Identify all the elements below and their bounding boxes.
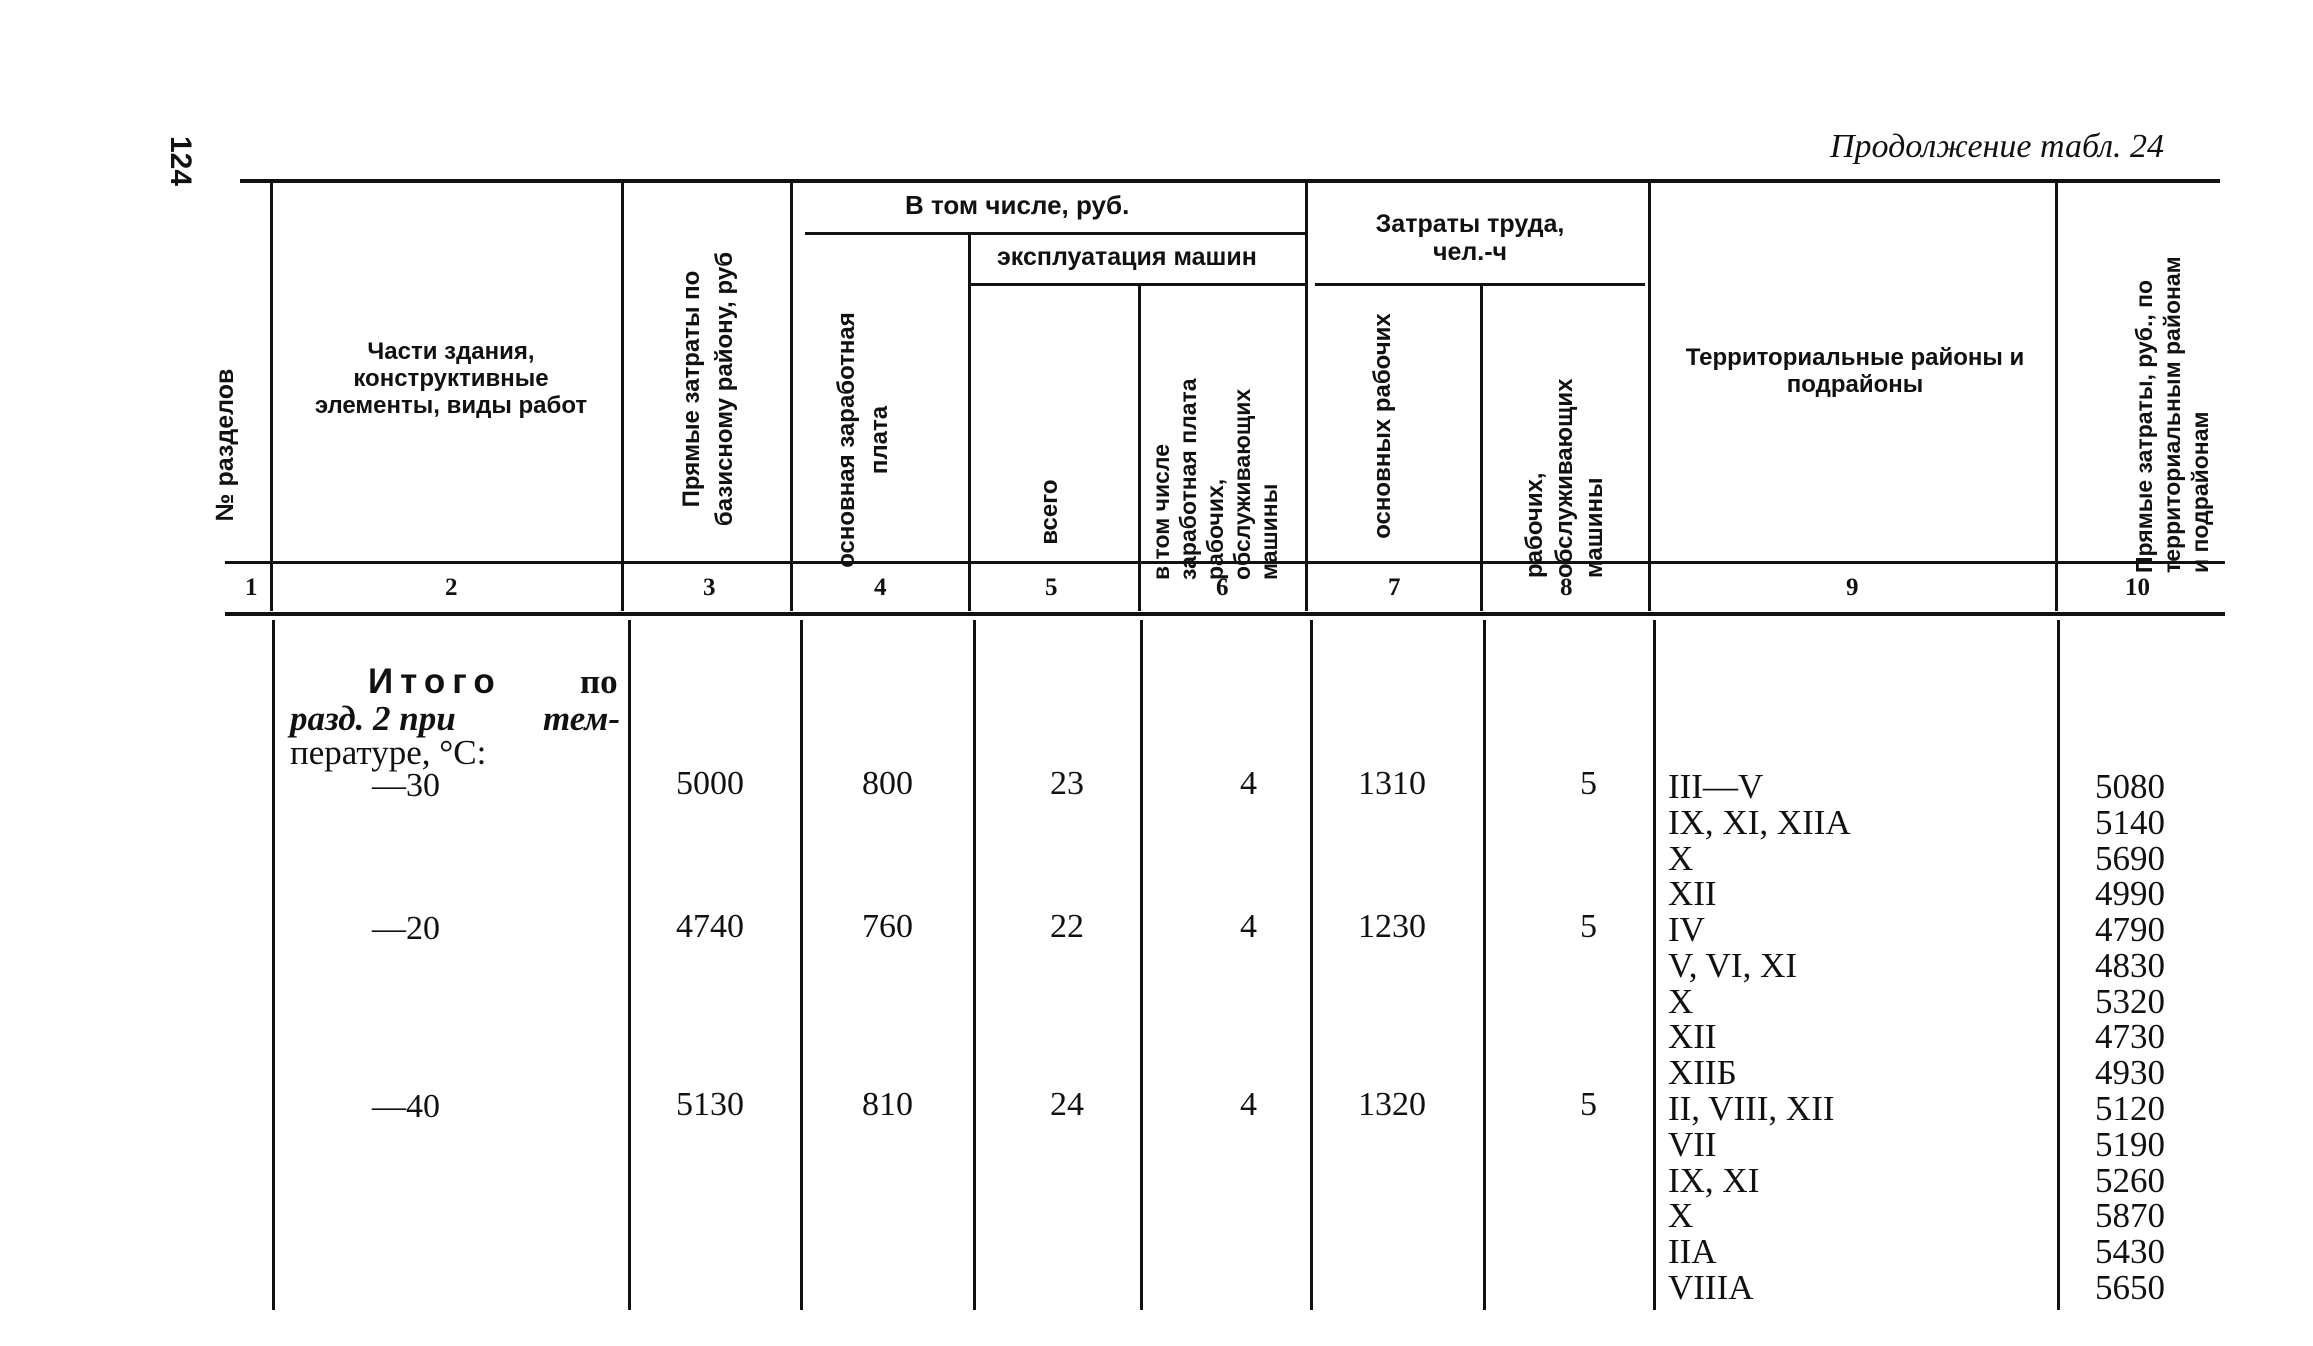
list-item: 4930	[2095, 1053, 2165, 1093]
col-number-1: 1	[245, 574, 258, 601]
vrule-body-1	[272, 620, 275, 1310]
cell-base-cost: 4740	[676, 908, 744, 945]
vrule-3	[790, 181, 793, 611]
vrule-5	[1138, 286, 1141, 611]
list-item: 4990	[2095, 874, 2165, 914]
list-item: 4730	[2095, 1017, 2165, 1057]
header-machine-operation: эксплуатация машин	[997, 243, 1257, 271]
header-main-workers: основных рабочих	[1369, 313, 1396, 539]
vrule-body-4	[973, 620, 976, 1310]
vrule-7	[1480, 286, 1483, 611]
cell-salary: 760	[862, 908, 913, 945]
list-item: 5120	[2095, 1089, 2165, 1128]
list-item: VII	[1668, 1124, 1717, 1164]
list-item: 5190	[2095, 1124, 2165, 1164]
list-item: 5430	[2095, 1232, 2165, 1272]
list-item: 5690	[2095, 838, 2165, 878]
region-list	[1668, 769, 1851, 912]
list-item: XII	[1668, 874, 1717, 914]
cell-machine-workers: 5	[1580, 765, 1597, 802]
cell-main-workers: 1320	[1358, 1086, 1426, 1123]
page-number: 124	[164, 135, 197, 187]
header-sections-number: № разделов	[211, 368, 239, 522]
col-number-9: 9	[1846, 574, 1859, 601]
cell-machines-salary: 4	[1240, 765, 1257, 802]
row-temp: —40	[372, 1088, 440, 1125]
summary-by: по	[580, 662, 618, 701]
header-machines-total: всего	[1036, 479, 1063, 545]
vrule-body-8	[1653, 620, 1656, 1310]
list-item: X	[1668, 1196, 1694, 1236]
header-base-salary: основная заработная плата	[833, 312, 893, 568]
header-direct-costs-base: Прямые затраты по базисному району, руб	[678, 251, 738, 527]
header-including-rub: В том числе, руб.	[905, 190, 1130, 220]
list-item: IX, XI, XIIA	[1668, 802, 1851, 842]
cell-machines-salary: 4	[1240, 908, 1257, 945]
row-temp: —20	[372, 910, 440, 947]
rule-group-a	[805, 232, 1305, 235]
list-item: 5320	[2095, 981, 2165, 1021]
list-item: V, VI, XI	[1668, 945, 1797, 985]
cell-machine-workers: 5	[1580, 1086, 1597, 1123]
header-territorial-regions: Территориальные районы и подрайоны	[1685, 344, 2025, 398]
col-number-10: 10	[2125, 574, 2150, 601]
cell-main-workers: 1310	[1358, 765, 1426, 802]
vrule-4	[968, 235, 971, 611]
col-number-3: 3	[703, 574, 716, 601]
cell-base-cost: 5130	[676, 1086, 744, 1123]
vrule-body-3	[800, 620, 803, 1310]
col-number-2: 2	[445, 574, 458, 601]
col-number-4: 4	[874, 574, 887, 601]
col-number-8: 8	[1560, 574, 1573, 601]
list-item: IIA	[1668, 1232, 1717, 1272]
cell-salary: 800	[862, 765, 913, 802]
vrule-9	[2055, 181, 2058, 611]
header-building-parts: Части здания, конструктивные элементы, виды работ	[314, 338, 588, 419]
vrule-2	[621, 181, 624, 611]
header-machine-workers: рабочих, обслуживающих машины	[1521, 378, 1608, 578]
vrule-body-7	[1483, 620, 1486, 1310]
list-item: 5870	[2095, 1196, 2165, 1236]
rule-colnum-bottom	[225, 612, 2225, 616]
list-item: 5650	[2095, 1267, 2165, 1307]
list-item: IV	[1668, 910, 1705, 949]
list-item: III—V	[1668, 767, 1764, 806]
col-number-5: 5	[1045, 574, 1058, 601]
list-item: VIIIA	[1668, 1267, 1754, 1307]
cost-list	[2095, 1091, 2165, 1306]
cell-machines-salary: 4	[1240, 1086, 1257, 1123]
cost-list	[2095, 912, 2165, 1091]
cell-main-workers: 1230	[1358, 908, 1426, 945]
vrule-1	[270, 181, 273, 611]
summary-section-suffix: тем-	[543, 699, 621, 738]
cell-machines-total: 22	[1050, 908, 1084, 945]
list-item: XIIБ	[1668, 1053, 1737, 1093]
list-item: 4790	[2095, 910, 2165, 949]
vrule-body-9	[2057, 620, 2060, 1310]
rule-top	[240, 179, 2220, 183]
summary-total: Итого	[368, 662, 502, 701]
list-item: X	[1668, 838, 1694, 878]
cell-machines-total: 23	[1050, 765, 1084, 802]
header-machines-salary: в том числе заработная плата рабочих, обслуживающих машины	[1148, 378, 1282, 580]
cell-base-cost: 5000	[676, 765, 744, 802]
vrule-8	[1648, 181, 1651, 611]
list-item: 5080	[2095, 767, 2165, 806]
region-list	[1668, 1091, 1835, 1306]
list-item: IX, XI	[1668, 1160, 1760, 1200]
cell-machines-total: 24	[1050, 1086, 1084, 1123]
vrule-body-2	[628, 620, 631, 1310]
vrule-6	[1305, 181, 1308, 611]
list-item: II, VIII, XII	[1668, 1089, 1835, 1128]
cell-machine-workers: 5	[1580, 908, 1597, 945]
vrule-body-6	[1310, 620, 1313, 1310]
list-item: XII	[1668, 1017, 1717, 1057]
table-caption: Продолжение табл. 24	[1830, 128, 2165, 165]
region-list	[1668, 912, 1797, 1091]
cell-salary: 810	[862, 1086, 913, 1123]
cost-list	[2095, 769, 2165, 912]
header-direct-costs-regions: Прямые затраты, руб., по территориальным районам и подрайонам	[2131, 256, 2213, 573]
col-number-6: 6	[1216, 574, 1229, 601]
header-labor-costs: Затраты труда, чел.-ч	[1375, 210, 1565, 266]
vrule-body-5	[1140, 620, 1143, 1310]
list-item: X	[1668, 981, 1694, 1021]
summary-temperature: пературе, °С:	[290, 733, 487, 772]
col-number-7: 7	[1388, 574, 1401, 601]
list-item: 4830	[2095, 945, 2165, 985]
summary-section-prefix: разд. 2 при	[290, 699, 456, 738]
list-item: 5140	[2095, 802, 2165, 842]
list-item: 5260	[2095, 1160, 2165, 1200]
row-temp: —30	[372, 767, 440, 804]
